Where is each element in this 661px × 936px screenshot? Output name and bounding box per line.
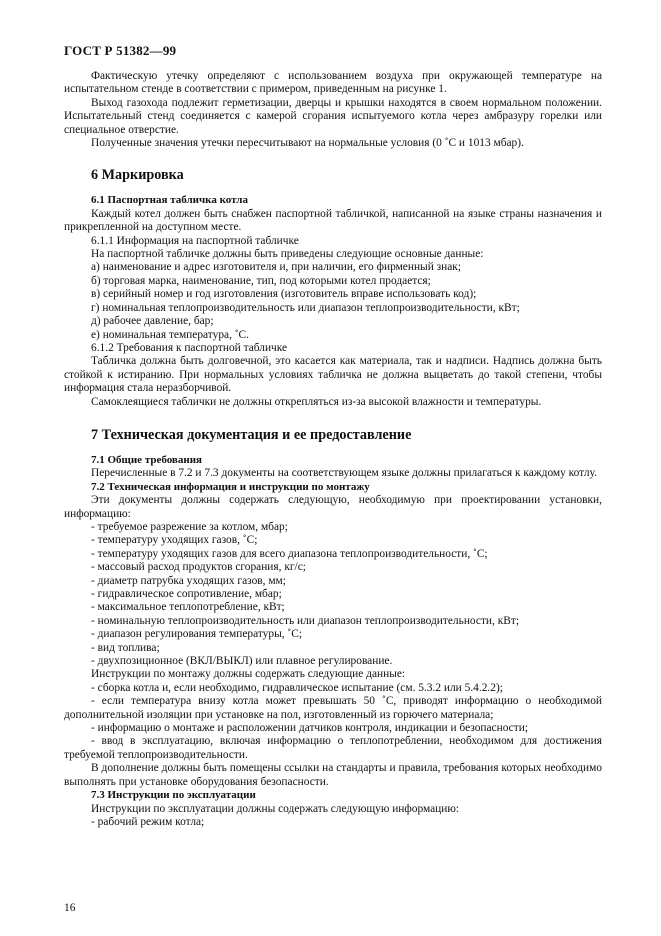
standard-header: ГОСТ Р 51382—99 (64, 43, 177, 58)
subsection-7-2-extra: В дополнение должны быть помещены ссылки на стандарты и правила, требования которых необходимо выполнять при установке оборудования безопасности. (64, 762, 602, 788)
paragraph-intro-3: Полученные значения утечки пересчитывают на нормальные условия (0 ˚С и 1013 мбар). (91, 137, 524, 150)
subsection-6-1-1-title: 6.1.1 Информация на паспортной табличке (91, 234, 299, 247)
subsection-6-1-text: Каждый котел должен быть снабжен паспортной табличкой, написанной на языке страны назначения и прикрепленной на доступном месте. (64, 207, 602, 234)
list-item: - вид топлива; (91, 641, 160, 654)
list-item: в) серийный номер и год изготовления (изготовитель вправе использовать код); (91, 288, 477, 301)
list-item: - диапазон регулирования температуры, ˚С; (91, 628, 302, 641)
list-item: д) рабочее давление, бар; (91, 315, 214, 328)
list-item: - температуру уходящих газов, ˚С; (91, 534, 258, 547)
list-item: - номинальную теплопроизводительность или диапазон теплопроизводительности, кВт; (91, 614, 519, 627)
list-item: е) номинальная температура, ˚С. (91, 328, 250, 341)
list-item: б) торговая марка, наименование, тип, под которыми котел продается; (91, 274, 431, 287)
list-item: - температуру уходящих газов для всего диапазона теплопроизводительности, ˚С; (91, 547, 488, 560)
list-item: - требуемое разрежение за котлом, мбар; (91, 520, 288, 533)
list-item: - гидравлическое сопротивление, мбар; (91, 588, 282, 600)
page-number: 16 (64, 902, 76, 914)
subsection-7-2-title: 7.2 Техническая информация и инструкции по монтажу (91, 480, 370, 493)
subsection-7-3-title: 7.3 Инструкции по эксплуатации (91, 789, 256, 802)
paragraph-intro-2: Выход газохода подлежит герметизации, дверцы и крышки находятся в своем нормальном положении. Испытательный стенд соединяется с камерой сгорания испытуемого котла через амбразуру горелки или специальное отверстие. (64, 96, 602, 136)
subsection-7-1-text: Перечисленные в 7.2 и 7.3 документы на соответствующем языке должны прилагаться к каждому котлу. (91, 467, 597, 480)
subsection-7-1-title: 7.1 Общие требования (91, 453, 202, 466)
list-item: - двухпозиционное (ВКЛ/ВЫКЛ) или плавное регулирование. (91, 655, 393, 668)
list-item: а) наименование и адрес изготовителя и, при наличии, его фирменный знак; (91, 261, 462, 274)
section-7-title: 7 Техническая документация и ее предоставление (91, 426, 412, 443)
list-item: - сборка котла и, если необходимо, гидравлическое испытание (см. 5.3.2 или 5.4.2.2); (91, 681, 503, 694)
list-item: - ввод в эксплуатацию, включая информацию о теплопотреблении, необходимом для достижения требуемой теплопроизводительности. (64, 735, 602, 761)
subsection-6-1-2-text: Табличка должна быть долговечной, это касается как материала, так и надписи. Надпись должна быть стойкой к истиранию. При нормальных условиях табличка не должна выцветать до такой степени, чтобы информация стала неразборчивой. (64, 355, 602, 395)
subsection-7-2-text: Эти документы должны содержать следующую, необходимую при проектировании установки, информацию: (64, 494, 602, 520)
list-item: - если температура внизу котла может превышать 50 ˚С, приводят информацию о необходимой дополнительной изоляции при установке на пол, изготовленный из горючего материала; (64, 695, 602, 721)
paragraph-intro-1: Фактическую утечку определяют с использованием воздуха при окружающей температуре на испытательном стенде в соответствии с примером, приведенным на рисунке 1. (64, 70, 602, 96)
list-item: г) номинальная теплопроизводительность или диапазон теплопроизводительности, кВт; (91, 301, 520, 314)
list-item: - максимальное теплопотребление, кВт; (91, 601, 285, 614)
mounting-intro: Инструкции по монтажу должны содержать следующие данные: (91, 668, 406, 681)
subsection-6-1-title: 6.1 Паспортная табличка котла (91, 194, 248, 207)
list-item: - информацию о монтаже и расположении датчиков контроля, индикации и безопасности; (91, 722, 528, 735)
subsection-7-3-text: Инструкции по эксплуатации должны содержать следующую информацию: (91, 802, 460, 815)
list-item: - диаметр патрубка уходящих газов, мм; (91, 574, 286, 587)
list-item: - массовый расход продуктов сгорания, кг/с; (91, 561, 306, 574)
subsection-6-1-2-text-2: Самоклеящиеся таблички не должны открепляться из-за высокой влажности и температуры. (91, 395, 542, 408)
list-item: - рабочий режим котла; (91, 815, 205, 828)
subsection-6-1-1-intro: На паспортной табличке должны быть приведены следующие основные данные: (91, 248, 484, 261)
section-6-title: 6 Маркировка (91, 167, 184, 184)
subsection-6-1-2-title: 6.1.2 Требования к паспортной табличке (91, 341, 288, 354)
page-content (64, 70, 602, 829)
